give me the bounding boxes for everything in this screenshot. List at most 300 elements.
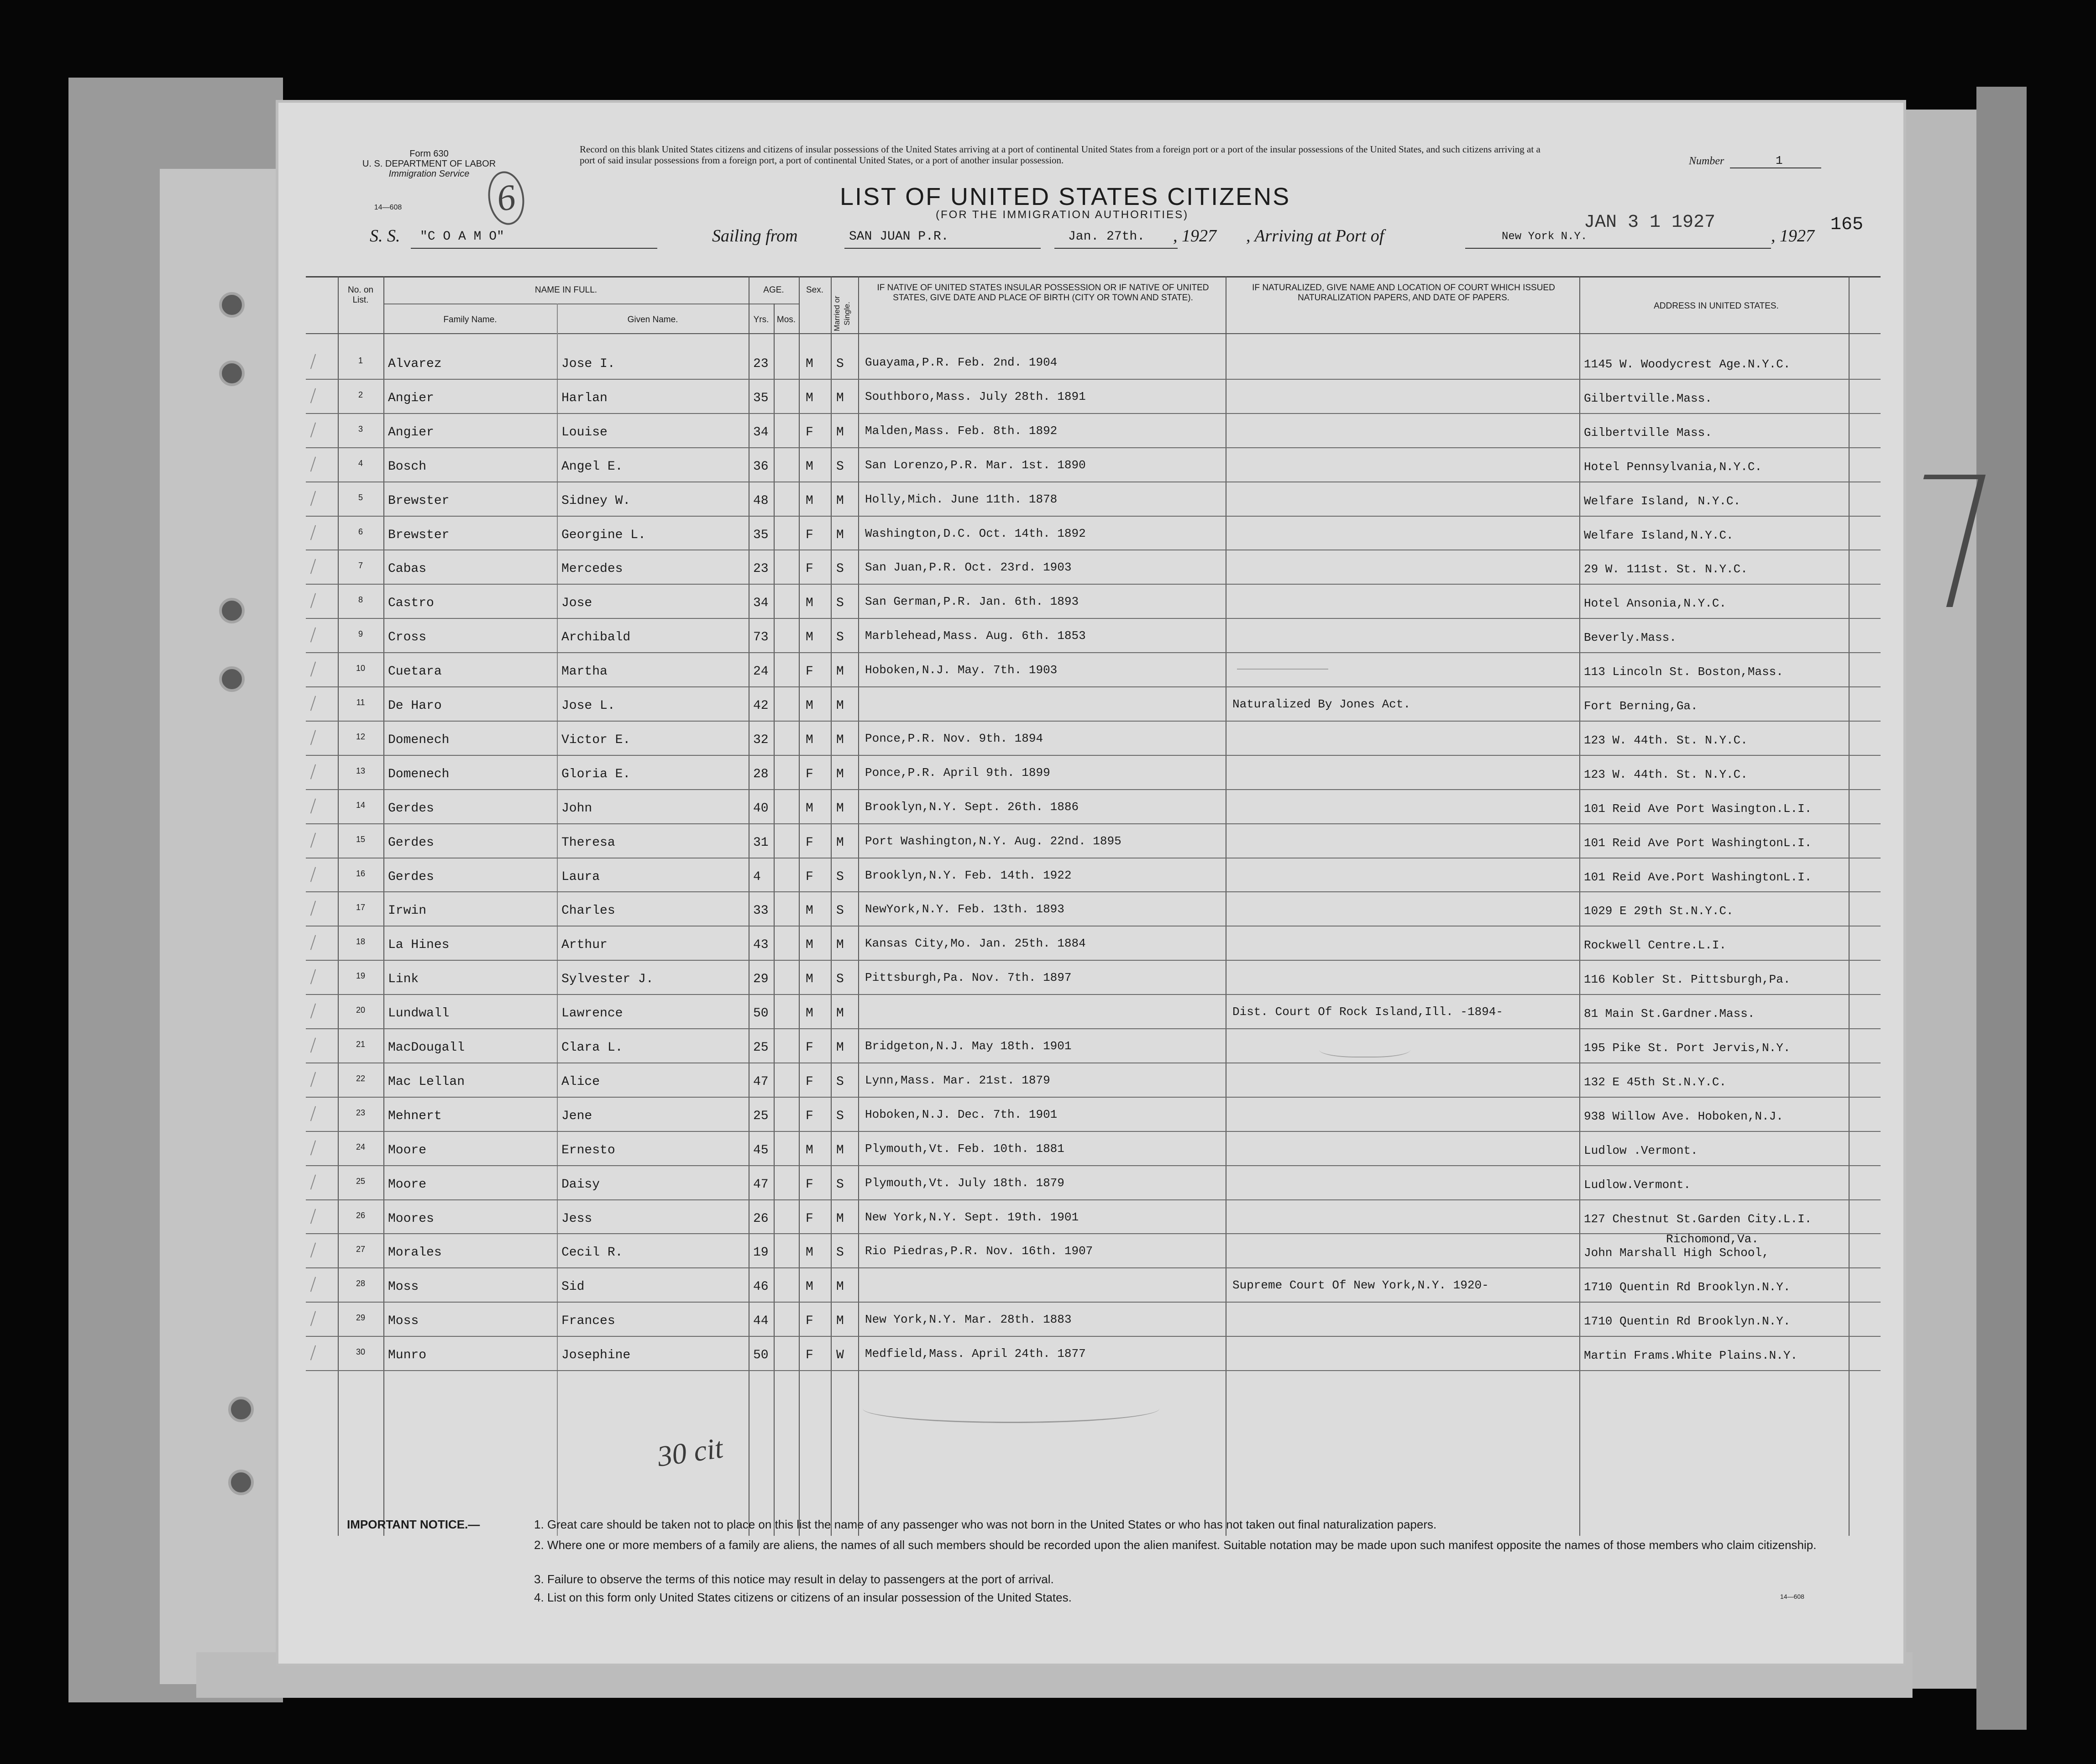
check-mark	[310, 1004, 316, 1019]
us-address: 1145 W. Woodycrest Age.N.Y.C.	[1584, 357, 1791, 371]
age-years: 26	[753, 1211, 769, 1226]
sex: M	[806, 630, 813, 645]
birth-place-date: Medfield,Mass. April 24th. 1877	[865, 1347, 1086, 1361]
col-divider	[1849, 276, 1850, 1536]
col-header-address: ADDRESS IN UNITED STATES.	[1654, 301, 1779, 311]
check-mark	[310, 764, 316, 779]
age-years: 43	[753, 938, 769, 953]
record-instructions: Record on this blank United States citizens and citizens of insular possessions of the United States arriving at a port of continental United States from a foreign port or a port of the insular possessions of the United States, and such citizens arriving at a port of said insular possessions from a foreign port, a port of continental United States, or a port of another insular possession.	[580, 144, 1541, 166]
age-years: 47	[753, 1177, 769, 1192]
family-name: Angier	[388, 391, 434, 405]
col-header-family-name: Family Name.	[443, 315, 497, 325]
notice-item-3: 3. Failure to observe the terms of this notice may result in delay to passengers at the port of arrival.	[534, 1572, 1054, 1586]
marital-status: S	[836, 1246, 844, 1260]
col-divider	[799, 276, 800, 1536]
check-mark	[310, 1174, 316, 1189]
us-address-line-above: Richomond,Va.	[1666, 1232, 1759, 1246]
age-years: 25	[753, 1041, 769, 1055]
check-mark	[310, 798, 316, 813]
row-divider	[306, 652, 1881, 653]
page-edge-right	[1903, 110, 1976, 1689]
us-address: 938 Willow Ave. Hoboken,N.J.	[1584, 1109, 1783, 1123]
row-number: 21	[356, 1040, 366, 1049]
sex: M	[806, 972, 813, 987]
row-number: 24	[356, 1142, 366, 1152]
marital-status: S	[836, 1177, 844, 1192]
marital-status: S	[836, 357, 844, 371]
binder-edge-right	[1976, 87, 2027, 1730]
age-years: 31	[753, 835, 769, 850]
col-divider	[774, 304, 775, 1536]
col-header-mos: Mos.	[776, 315, 796, 325]
col-divider	[831, 276, 832, 1536]
row-number: 16	[356, 869, 366, 878]
birth-place-date: New York,N.Y. Sept. 19th. 1901	[865, 1210, 1079, 1224]
binder-hole	[219, 598, 245, 623]
row-divider	[306, 1131, 1881, 1132]
marital-status: S	[836, 562, 844, 576]
family-name: Gerdes	[388, 835, 434, 850]
us-address: 195 Pike St. Port Jervis,N.Y.	[1584, 1041, 1791, 1055]
given-name: Clara L.	[561, 1041, 623, 1055]
col-header-no: No. on List.	[348, 285, 373, 305]
family-name: Alvarez	[388, 357, 442, 371]
given-name: Jose I.	[561, 357, 615, 371]
family-name: Domenech	[388, 733, 450, 747]
birth-place-date: Port Washington,N.Y. Aug. 22nd. 1895	[865, 834, 1121, 848]
row-number: 2	[358, 390, 363, 399]
sex: F	[806, 1074, 813, 1089]
document-title: LIST OF UNITED STATES CITIZENS	[840, 183, 1291, 210]
check-mark	[310, 935, 316, 950]
notice-item-2: 2. Where one or more members of a family are aliens, the names of all such members should be recorded upon the alien manifest. Suitable notation may be made upon such manifest opposite the names of those members who claim citizenship.	[534, 1538, 1817, 1552]
family-name: MacDougall	[388, 1041, 465, 1055]
given-name: Louise	[561, 425, 608, 440]
check-mark	[310, 456, 316, 471]
us-address: Martin Frams.White Plains.N.Y.	[1584, 1349, 1798, 1363]
birth-place-date: Washington,D.C. Oct. 14th. 1892	[865, 526, 1086, 540]
check-mark	[310, 730, 316, 745]
check-mark	[310, 696, 316, 711]
notice-item-1: 1. Great care should be taken not to place on this list the name of any passenger who was not born in the United States or who has not taken out final naturalization papers.	[534, 1518, 1437, 1531]
us-address: 127 Chestnut St.Garden City.L.I.	[1584, 1212, 1812, 1226]
marital-status: M	[836, 801, 844, 816]
given-name: Theresa	[561, 835, 615, 850]
row-divider	[306, 1028, 1881, 1029]
sex: F	[806, 665, 813, 679]
check-mark	[310, 1140, 316, 1155]
age-years: 33	[753, 904, 769, 918]
check-mark	[310, 491, 316, 506]
marital-status: M	[836, 767, 844, 781]
marital-status: S	[836, 1109, 844, 1123]
family-name: Cuetara	[388, 665, 442, 679]
given-name: Arthur	[561, 938, 608, 953]
given-name: Josephine	[561, 1348, 631, 1363]
sex: M	[806, 1143, 813, 1157]
us-address: Fort Berning,Ga.	[1584, 699, 1698, 713]
age-years: 23	[753, 562, 769, 576]
age-years: 34	[753, 425, 769, 440]
given-name: Laura	[561, 869, 600, 884]
given-name: Victor E.	[561, 733, 631, 747]
ship-underline	[411, 248, 657, 249]
circled-mark: 6	[485, 169, 528, 227]
marital-status: M	[836, 665, 844, 679]
birth-place-date: Guayama,P.R. Feb. 2nd. 1904	[865, 356, 1058, 369]
sex: F	[806, 1314, 813, 1329]
us-address: 101 Reid Ave Port WashingtonL.I.	[1584, 836, 1812, 850]
birth-place-date: Plymouth,Vt. Feb. 10th. 1881	[865, 1141, 1064, 1156]
marital-status: M	[836, 528, 844, 542]
notice-item-4: 4. List on this form only United States citizens or citizens of an insular possession of the United States.	[534, 1591, 1072, 1604]
us-address: 101 Reid Ave.Port WashingtonL.I.	[1584, 870, 1812, 884]
given-name: Cecil R.	[561, 1246, 623, 1260]
family-name: Mac Lellan	[388, 1074, 465, 1089]
row-divider	[306, 1097, 1881, 1098]
birth-place-date: San Juan,P.R. Oct. 23rd. 1903	[865, 560, 1072, 575]
family-name: Morales	[388, 1246, 442, 1260]
marital-status: S	[836, 869, 844, 884]
col-header-name-in-full: NAME IN FULL.	[534, 285, 597, 295]
sex: M	[806, 938, 813, 953]
check-mark	[310, 1106, 316, 1121]
given-name: Georgine L.	[561, 528, 646, 542]
age-years: 44	[753, 1314, 769, 1329]
row-number: 27	[356, 1245, 366, 1254]
sex: F	[806, 425, 813, 440]
col-header-yrs: Yrs.	[753, 315, 769, 325]
department-label: U. S. DEPARTMENT OF LABOR	[362, 159, 496, 169]
check-mark	[310, 1311, 316, 1326]
birth-place-date: Lynn,Mass. Mar. 21st. 1879	[865, 1073, 1050, 1087]
ship-name: "C O A M O"	[420, 230, 504, 244]
sex: F	[806, 1177, 813, 1192]
sex: M	[806, 1006, 813, 1021]
pencil-scribble	[1319, 1038, 1410, 1057]
age-years: 73	[753, 630, 769, 645]
family-name: Cross	[388, 630, 427, 645]
age-years: 24	[753, 665, 769, 679]
marital-status: S	[836, 972, 844, 987]
birth-place-date: Rio Piedras,P.R. Nov. 16th. 1907	[865, 1244, 1093, 1258]
sex: F	[806, 835, 813, 850]
col-divider	[557, 304, 558, 1536]
col-header-native: IF NATIVE OF UNITED STATES INSULAR POSSESSION OR IF NATIVE OF UNITED STATES, GIVE DATE AND PLACE OF BIRTH (CITY OR TOWN AND STATE).	[877, 283, 1209, 303]
page-number: 165	[1830, 215, 1864, 235]
row-divider	[306, 823, 1881, 824]
given-name: Alice	[561, 1074, 600, 1089]
marital-status: M	[836, 1006, 844, 1021]
service-label: Immigration Service	[388, 169, 470, 179]
row-number: 30	[356, 1347, 366, 1357]
arrival-year: , 1927	[1771, 226, 1814, 246]
age-years: 29	[753, 972, 769, 987]
marital-status: M	[836, 1143, 844, 1157]
row-divider	[306, 891, 1881, 892]
given-name: Mercedes	[561, 562, 623, 576]
us-address: Beverly.Mass.	[1584, 631, 1677, 645]
birth-place-date: San German,P.R. Jan. 6th. 1893	[865, 595, 1079, 609]
given-name: Ernesto	[561, 1143, 615, 1157]
row-number: 15	[356, 834, 366, 844]
check-mark	[310, 525, 316, 540]
check-mark	[310, 1345, 316, 1361]
check-mark	[310, 388, 316, 403]
birth-place-date: Marblehead,Mass. Aug. 6th. 1853	[865, 629, 1086, 643]
family-name: Moore	[388, 1177, 427, 1192]
row-divider	[306, 960, 1881, 961]
age-years: 48	[753, 493, 769, 508]
departure-port: SAN JUAN P.R.	[849, 230, 949, 244]
arrival-underline	[1465, 248, 1771, 249]
family-name: Munro	[388, 1348, 427, 1363]
us-address: Rockwell Centre.L.I.	[1584, 938, 1727, 953]
row-divider	[306, 618, 1881, 619]
marital-status: M	[836, 1041, 844, 1055]
check-mark	[310, 593, 316, 608]
check-mark	[310, 1277, 316, 1292]
given-name: Archibald	[561, 630, 631, 645]
family-name: Gerdes	[388, 801, 434, 816]
check-mark	[310, 1209, 316, 1224]
row-divider	[306, 379, 1881, 380]
row-divider	[306, 755, 1881, 756]
age-years: 25	[753, 1109, 769, 1123]
row-divider	[306, 516, 1881, 517]
family-name: La Hines	[388, 938, 450, 953]
row-number: 18	[356, 937, 366, 947]
sailing-date: Jan. 27th.	[1068, 230, 1145, 244]
us-address: 113 Lincoln St. Boston,Mass.	[1584, 665, 1783, 679]
manifest-page	[278, 103, 1903, 1664]
row-divider	[306, 686, 1881, 687]
row-divider	[306, 1233, 1881, 1234]
us-address: 132 E 45th St.N.Y.C.	[1584, 1075, 1727, 1089]
sex: F	[806, 562, 813, 576]
footer-form-code: 14—608	[1780, 1593, 1804, 1600]
row-divider	[306, 1165, 1881, 1166]
family-name: Angier	[388, 425, 434, 440]
check-mark	[310, 662, 316, 677]
sex: F	[806, 1211, 813, 1226]
check-mark	[310, 901, 316, 916]
age-years: 50	[753, 1006, 769, 1021]
family-name: Irwin	[388, 904, 427, 918]
sex: M	[806, 391, 813, 405]
sex: F	[806, 1109, 813, 1123]
given-name: Jose L.	[561, 699, 615, 713]
col-divider	[1579, 276, 1580, 1536]
marital-status: M	[836, 1314, 844, 1329]
document-subtitle: (FOR THE IMMIGRATION AUTHORITIES)	[936, 209, 1189, 221]
row-divider	[306, 447, 1881, 448]
arrival-port: New York N.Y.	[1502, 230, 1588, 243]
age-years: 46	[753, 1280, 769, 1294]
age-years: 23	[753, 357, 769, 371]
col-header-naturalized: IF NATURALIZED, GIVE NAME AND LOCATION OF COURT WHICH ISSUED NATURALIZATION PAPERS, AND DATE OF PAPERS.	[1252, 283, 1555, 303]
binder-hole	[219, 666, 245, 692]
marital-status: M	[836, 835, 844, 850]
naturalization-court: Naturalized By Jones Act.	[1232, 697, 1411, 711]
given-name: Frances	[561, 1314, 615, 1329]
age-years: 47	[753, 1074, 769, 1089]
sex: M	[806, 733, 813, 747]
given-name: Sidney W.	[561, 493, 631, 508]
handwritten-total: 30 cit	[655, 1431, 725, 1473]
birth-place-date: Kansas City,Mo. Jan. 25th. 1884	[865, 937, 1086, 951]
us-address: John Marshall High School,	[1584, 1246, 1769, 1260]
row-number: 10	[356, 664, 366, 673]
family-name: Moores	[388, 1211, 434, 1226]
sailing-from-label: Sailing from	[712, 226, 798, 246]
row-divider	[306, 789, 1881, 790]
sex: F	[806, 528, 813, 542]
row-divider	[306, 1199, 1881, 1200]
family-name: Bosch	[388, 459, 427, 474]
row-number: 5	[358, 492, 363, 502]
birth-place-date: San Lorenzo,P.R. Mar. 1st. 1890	[865, 458, 1086, 472]
birth-place-date: Ponce,P.R. Nov. 9th. 1894	[865, 731, 1043, 745]
check-mark	[310, 1072, 316, 1087]
pencil-scribble	[863, 1394, 1159, 1423]
check-mark	[310, 1243, 316, 1258]
age-years: 28	[753, 767, 769, 781]
binder-hole	[219, 361, 245, 386]
family-name: Lundwall	[388, 1006, 450, 1021]
us-address: Welfare Island, N.Y.C.	[1584, 494, 1741, 508]
check-mark	[310, 1038, 316, 1053]
marital-status: W	[836, 1348, 844, 1363]
sex: M	[806, 699, 813, 713]
sex: M	[806, 596, 813, 611]
given-name: Gloria E.	[561, 767, 631, 781]
row-number: 6	[358, 527, 363, 536]
given-name: Sylvester J.	[561, 972, 654, 987]
given-name: Martha	[561, 665, 608, 679]
marital-status: M	[836, 493, 844, 508]
row-number: 29	[356, 1313, 366, 1323]
pencil-scribble	[1237, 655, 1328, 670]
marital-status: S	[836, 630, 844, 645]
age-years: 4	[753, 869, 761, 884]
naturalization-court: Supreme Court Of New York,N.Y. 1920-	[1232, 1278, 1489, 1293]
birth-place-date: Plymouth,Vt. July 18th. 1879	[865, 1176, 1064, 1190]
family-name: Gerdes	[388, 869, 434, 884]
age-years: 42	[753, 699, 769, 713]
birth-place-date: Hoboken,N.J. May. 7th. 1903	[865, 663, 1058, 677]
form-code: 14—608	[374, 204, 402, 211]
binder-hole	[228, 1470, 254, 1495]
arriving-label: , Arriving at Port of	[1246, 226, 1384, 246]
naturalization-court: Dist. Court Of Rock Island,Ill. -1894-	[1232, 1005, 1503, 1019]
sailing-year: , 1927	[1173, 226, 1216, 246]
age-years: 19	[753, 1246, 769, 1260]
us-address: Gilbertville Mass.	[1584, 425, 1712, 440]
birth-place-date: Brooklyn,N.Y. Feb. 14th. 1922	[865, 868, 1072, 882]
given-name: John	[561, 801, 592, 816]
form-number: Form 630	[409, 149, 449, 159]
row-number: 26	[356, 1210, 366, 1220]
family-name: Moore	[388, 1143, 427, 1157]
row-number: 17	[356, 903, 366, 912]
birth-place-date: NewYork,N.Y. Feb. 13th. 1893	[865, 902, 1064, 916]
row-number: 4	[358, 458, 363, 468]
marital-status: S	[836, 596, 844, 611]
check-mark	[310, 969, 316, 984]
age-years: 34	[753, 596, 769, 611]
departure-underline	[844, 248, 1041, 249]
us-address: Ludlow .Vermont.	[1584, 1143, 1698, 1157]
sex: M	[806, 904, 813, 918]
birth-place-date: Holly,Mich. June 11th. 1878	[865, 492, 1058, 506]
sex: M	[806, 801, 813, 816]
marital-status: M	[836, 1211, 844, 1226]
row-number: 13	[356, 766, 366, 775]
family-name: Domenech	[388, 767, 450, 781]
family-name: De Haro	[388, 699, 442, 713]
back-page-strip	[160, 169, 283, 1684]
check-mark	[310, 422, 316, 437]
marital-status: M	[836, 733, 844, 747]
us-address: 101 Reid Ave Port Wasington.L.I.	[1584, 801, 1812, 816]
given-name: Daisy	[561, 1177, 600, 1192]
row-number: 19	[356, 971, 366, 981]
sex: M	[806, 1246, 813, 1260]
row-number: 28	[356, 1279, 366, 1288]
row-number: 11	[356, 698, 365, 707]
birth-place-date: New York,N.Y. Mar. 28th. 1883	[865, 1313, 1072, 1327]
check-mark	[310, 354, 316, 369]
check-mark	[310, 832, 316, 848]
notice-heading: IMPORTANT NOTICE.—	[347, 1518, 480, 1531]
given-name: Jene	[561, 1109, 592, 1123]
birth-place-date: Bridgeton,N.J. May 18th. 1901	[865, 1039, 1072, 1053]
row-number: 20	[356, 1005, 366, 1015]
col-divider	[858, 276, 859, 1536]
col-header-given-name: Given Name.	[627, 315, 678, 325]
marital-status: S	[836, 1074, 844, 1089]
given-name: Jose	[561, 596, 592, 611]
family-name: Moss	[388, 1280, 419, 1294]
sex: F	[806, 1041, 813, 1055]
birth-place-date: Pittsburgh,Pa. Nov. 7th. 1897	[865, 971, 1072, 985]
family-name: Moss	[388, 1314, 419, 1329]
row-number: 12	[356, 732, 366, 741]
table-top-border	[306, 276, 1881, 277]
row-number: 22	[356, 1073, 366, 1083]
date-underline	[1054, 248, 1178, 249]
family-name: Brewster	[388, 493, 450, 508]
sex: F	[806, 1348, 813, 1363]
check-mark	[310, 628, 316, 643]
received-stamp: JAN 3 1 1927	[1584, 212, 1716, 233]
sex: M	[806, 1280, 813, 1294]
row-number: 9	[358, 629, 363, 639]
given-name: Angel E.	[561, 459, 623, 474]
birth-place-date: Hoboken,N.J. Dec. 7th. 1901	[865, 1107, 1058, 1121]
row-number: 1	[358, 356, 363, 365]
row-number: 14	[356, 800, 366, 810]
given-name: Jess	[561, 1211, 592, 1226]
birth-place-date: Malden,Mass. Feb. 8th. 1892	[865, 424, 1058, 438]
age-years: 40	[753, 801, 769, 816]
row-number: 23	[356, 1108, 366, 1117]
col-header-sex: Sex.	[806, 285, 824, 295]
marital-status: S	[836, 904, 844, 918]
sex: F	[806, 767, 813, 781]
family-name: Link	[388, 972, 419, 987]
